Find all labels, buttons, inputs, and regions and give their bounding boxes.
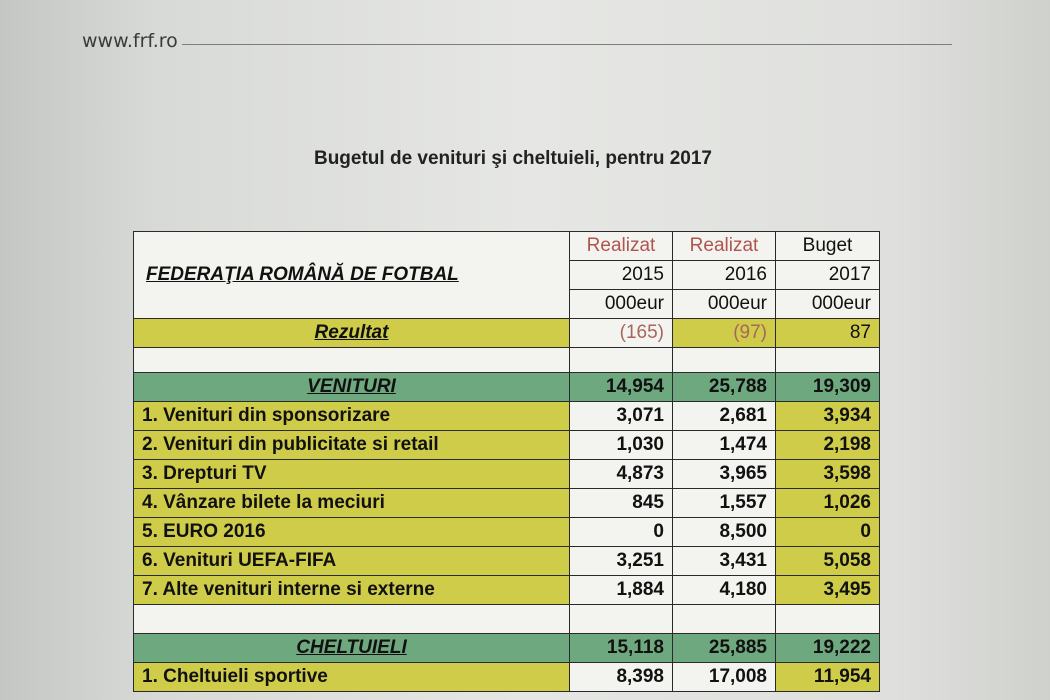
cheltuieli-item-2015: 8,398 (570, 663, 673, 692)
venituri-2016: 25,788 (673, 373, 776, 402)
venituri-item-label: 1. Venituri din sponsorizare (134, 402, 570, 431)
venituri-item-label: 4. Vânzare bilete la meciuri (134, 489, 570, 518)
venituri-item-2015: 1,030 (570, 431, 673, 460)
rezultat-2017: 87 (776, 319, 880, 348)
venituri-item-2016: 3,965 (673, 460, 776, 489)
spacer-row (134, 348, 880, 373)
venituri-item-row (134, 576, 880, 605)
venituri-item-2016: 2,681 (673, 402, 776, 431)
venituri-item-label: 5. EURO 2016 (134, 518, 570, 547)
col-year-2015: 2015 (570, 261, 673, 290)
cheltuieli-2017: 19,222 (776, 634, 880, 663)
venituri-item-2016: 1,474 (673, 431, 776, 460)
venituri-item-row (134, 518, 880, 547)
venituri-label: VENITURI (134, 373, 570, 402)
venituri-item-2016: 8,500 (673, 518, 776, 547)
venituri-row (134, 373, 880, 402)
header-rule (182, 44, 952, 45)
document-title: Bugetul de venituri şi cheltuieli, pentru 2017 (313, 148, 713, 169)
col-type-2017: Buget (776, 232, 880, 261)
venituri-item-2017: 0 (776, 518, 880, 547)
venituri-item-2017: 1,026 (776, 489, 880, 518)
venituri-item-row (134, 489, 880, 518)
col-type-2016: Realizat (673, 232, 776, 261)
cheltuieli-label: CHELTUIELI (134, 634, 570, 663)
col-year-2016: 2016 (673, 261, 776, 290)
venituri-item-2015: 3,251 (570, 547, 673, 576)
venituri-item-2017: 3,934 (776, 402, 880, 431)
venituri-item-2017: 3,598 (776, 460, 880, 489)
venituri-item-row (134, 402, 880, 431)
venituri-item-label: 7. Alte venituri interne si externe (134, 576, 570, 605)
venituri-item-2016: 4,180 (673, 576, 776, 605)
venituri-item-2015: 4,873 (570, 460, 673, 489)
cheltuieli-2015: 15,118 (570, 634, 673, 663)
header-row-type (134, 232, 880, 261)
col-unit-2016: 000eur (673, 290, 776, 319)
rezultat-2015: (165) (570, 319, 673, 348)
venituri-item-2017: 5,058 (776, 547, 880, 576)
col-unit-2015: 000eur (570, 290, 673, 319)
venituri-item-row (134, 547, 880, 576)
rezultat-row (134, 319, 880, 348)
rezultat-label: Rezultat (134, 319, 570, 348)
col-unit-2017: 000eur (776, 290, 880, 319)
col-year-2017: 2017 (776, 261, 880, 290)
venituri-item-2015: 845 (570, 489, 673, 518)
venituri-item-2016: 1,557 (673, 489, 776, 518)
venituri-2015: 14,954 (570, 373, 673, 402)
cheltuieli-item-2017: 11,954 (776, 663, 880, 692)
venituri-item-2017: 3,495 (776, 576, 880, 605)
cheltuieli-2016: 25,885 (673, 634, 776, 663)
venituri-item-row (134, 460, 880, 489)
venituri-item-2016: 3,431 (673, 547, 776, 576)
venituri-item-label: 3. Drepturi TV (134, 460, 570, 489)
venituri-item-2015: 0 (570, 518, 673, 547)
venituri-item-row (134, 431, 880, 460)
cheltuieli-item-row (134, 663, 880, 692)
venituri-item-label: 2. Venituri din publicitate si retail (134, 431, 570, 460)
cheltuieli-row (134, 634, 880, 663)
venituri-item-label: 6. Venituri UEFA-FIFA (134, 547, 570, 576)
venituri-item-2015: 1,884 (570, 576, 673, 605)
venituri-item-2017: 2,198 (776, 431, 880, 460)
col-type-2015: Realizat (570, 232, 673, 261)
budget-table (133, 231, 880, 692)
venituri-2017: 19,309 (776, 373, 880, 402)
site-url: www.frf.ro (82, 30, 178, 52)
spacer-row (134, 605, 880, 634)
rezultat-2016: (97) (673, 319, 776, 348)
cheltuieli-item-2016: 17,008 (673, 663, 776, 692)
org-name: FEDERAŢIA ROMÂNĂ DE FOTBAL (134, 232, 570, 319)
venituri-item-2015: 3,071 (570, 402, 673, 431)
cheltuieli-item-label: 1. Cheltuieli sportive (134, 663, 570, 692)
